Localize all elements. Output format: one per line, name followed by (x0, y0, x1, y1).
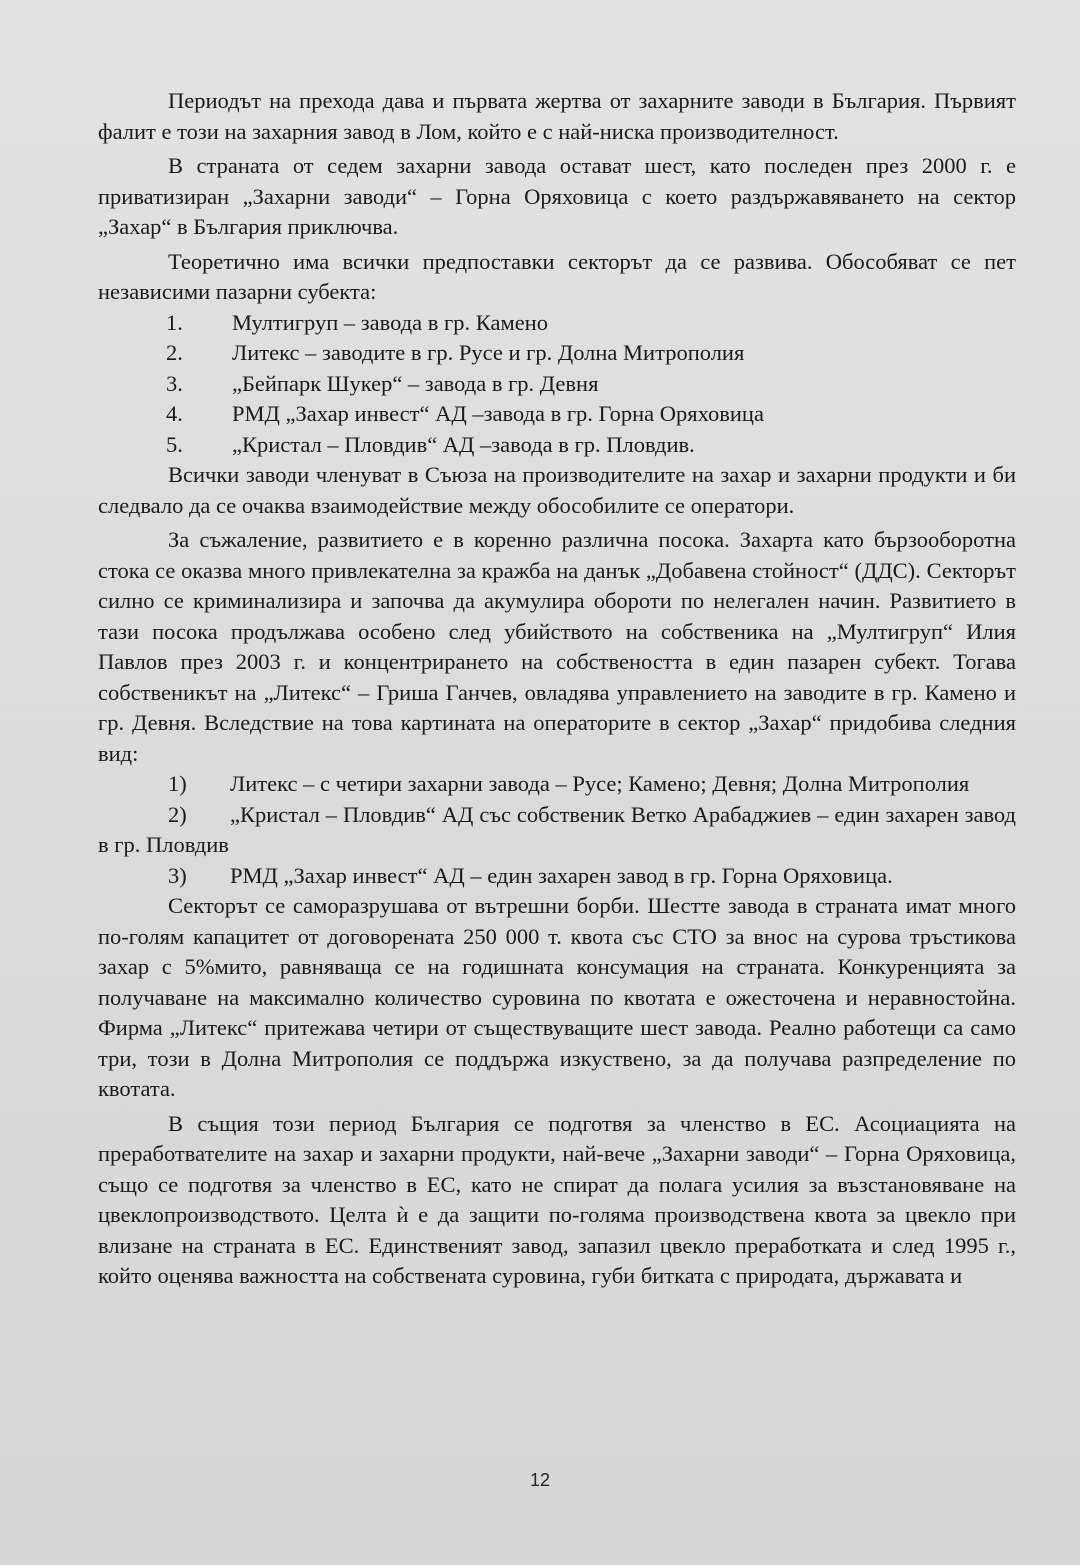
list-item (98, 399, 1016, 430)
list-text: Литекс – с четири захарни завода – Русе; Камено; Девня; Долна Митрополия (230, 771, 970, 796)
paragraph-3: Теоретично има всички предпоставки секторът да се развива. Обособяват се пет независими пазарни субекта: (98, 248, 1016, 304)
list-number: 1. (166, 309, 183, 335)
list-number: 5. (166, 431, 183, 457)
list-number: 4. (166, 401, 183, 426)
paragraph-5: За съжаление, развитието е в коренно различна посока. Захарта като бързооборотна стока се оказва много привлекателна за кражба на данък „Добавена стойност“ (ДДС). Секторът силно се криминализира и започва да акумулира обороти по нелегален начин. Развитието в тази посока продължава особено след убийството на собственика на „Мултигруп“ Илия Павлов през 2003 г. и концентрирането на собствеността в един пазарен субект. Тогава собственикът на „Литекс“ – Гриша Ганчев, овладява управлението на заводите в гр. Камено и гр. Девня. Вследствие на това картината на операторите в сектор „Захар“ придобива следния вид: (98, 527, 1016, 766)
list-number: 3) (168, 862, 187, 888)
list-item (98, 308, 1016, 339)
list-number: 3. (166, 370, 183, 396)
paragraph-1: Периодът на прехода дава и първата жертва от захарните заводи в България. Първият фалит е този на захарния завод в Лом, който е с най-ниска производителност. (98, 88, 1016, 144)
list-text: Мултигруп – завода в гр. Камено (232, 309, 548, 335)
list-item (98, 800, 1016, 861)
list-item (98, 769, 1016, 800)
list-number: 2. (166, 340, 183, 365)
list-text: „Кристал – Пловдив“ АД –завода в гр. Пловдив. (232, 431, 695, 457)
page-body (98, 86, 1016, 1292)
page-number: 12 (529, 1470, 551, 1490)
list-item (98, 369, 1016, 400)
list-text: РМД „Захар инвест“ АД – един захарен завод в гр. Горна Оряховица. (230, 862, 893, 888)
list-item (98, 338, 1016, 369)
list-text: „Кристал – Пловдив“ АД със собственик Ветко Арабаджиев – един захарен завод в гр. Пловдив (98, 801, 1016, 857)
paragraph-7: В същия този период България се подготвя за членство в ЕС. Асоциацията на преработвателите на захар и захарни продукти, най-вече „Захарни заводи“ – Горна Оряховица, също се подготвя за членство в ЕС, като не спират да полага усилия за възстановяване на цвеклопроизводството. Целта ѝ е да защити по-голяма производствена квота за цвекло при влизане на страната в ЕС. Единственият завод, запазил цвекло преработката и след 1995 г., който оценява важността на собствената суровина, губи битката с природата, държавата и (98, 1110, 1016, 1288)
list-number: 1) (168, 771, 187, 796)
list-text: Литекс – заводите в гр. Русе и гр. Долна Митрополия (232, 340, 745, 365)
list-number: 2) (168, 801, 187, 827)
paragraph-2: В страната от седем захарни завода остават шест, като последен през 2000 г. е приватизиран „Захарни заводи“ – Горна Оряховица с което раздържавяването на сектор „Захар“ в България приключва. (98, 153, 1016, 239)
list-item (98, 861, 1016, 892)
list-text: РМД „Захар инвест“ АД –завода в гр. Горна Оряховица (232, 401, 764, 426)
list-item (98, 430, 1016, 461)
operators-list (98, 308, 1016, 461)
paragraph-4: Всички заводи членуват в Съюза на производителите на захар и захарни продукти и би следвало да се очаква взаимодействие между обособилите се оператори. (98, 462, 1016, 518)
paragraph-6: Секторът се саморазрушава от вътрешни борби. Шестте завода в страната имат много по-голям капацитет от договорената 250 000 т. квота със СТО за внос на сурова тръстикова захар с 5%мито, равняваща се на годишната консумация на страната. Конкуренцията за получаване на максимално количество суровина по квотата е ожесточена и неравностойна. Фирма „Литекс“ притежава четири от съществуващите шест завода. Реално работещи са само три, този в Долна Митрополия се поддържа изкуствено, за да получава разпределение по квотата. (98, 893, 1016, 1101)
list-text: „Бейпарк Шукер“ – завода в гр. Девня (232, 370, 599, 396)
ownership-list (98, 769, 1016, 891)
